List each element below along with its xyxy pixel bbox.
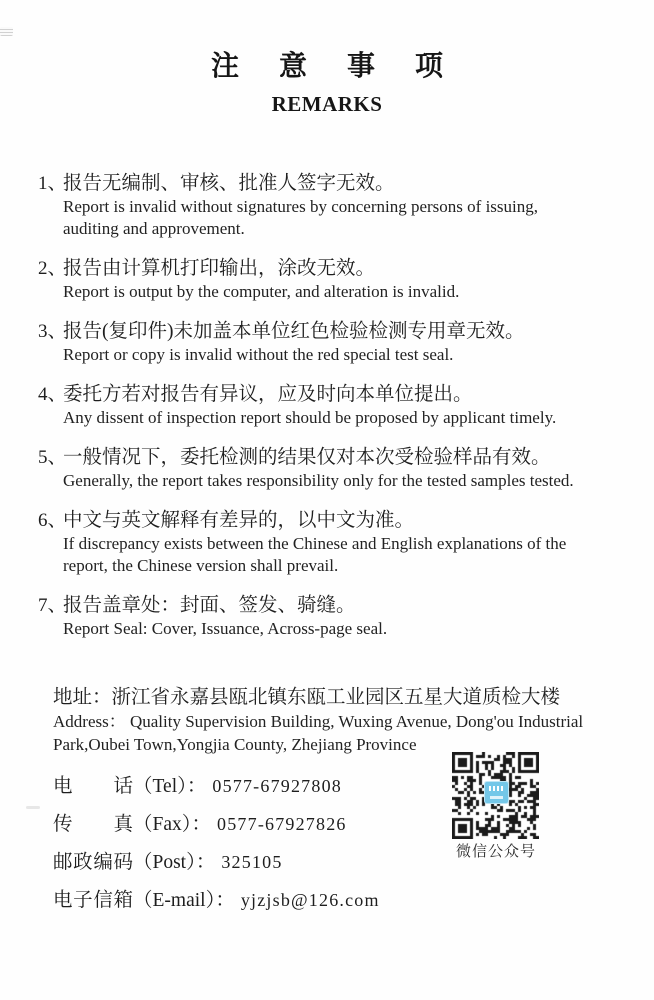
remark-english: Report Seal: Cover, Issuance, Across-page seal. xyxy=(63,619,388,638)
telephone-label-en: （Tel）： xyxy=(133,776,207,797)
item-number: 1、 xyxy=(38,173,67,194)
remark-item-5 xyxy=(38,446,630,492)
item-number: 5、 xyxy=(38,447,67,468)
postcode-number: 325105 xyxy=(221,852,283,872)
remark-chinese: 委托方若对报告有异议，应及时向本单位提出。 xyxy=(63,384,473,405)
item-number: 4、 xyxy=(38,384,67,405)
remark-chinese: 报告由计算机打印输出，涂改无效。 xyxy=(63,258,376,279)
remark-item-1 xyxy=(38,172,630,240)
wechat-qr-block xyxy=(452,752,540,861)
page-title-english: REMARKS xyxy=(271,92,383,116)
address-english-line2: Park,Oubei Town,Yongjia County, Zhejiang Province xyxy=(53,734,417,754)
fax-row xyxy=(53,812,630,837)
email-label: 电子信箱 xyxy=(53,890,133,911)
fax-label-en: （Fax）： xyxy=(133,814,212,835)
remark-english: If discrepancy exists between the Chinese and English explanations of the xyxy=(63,534,567,553)
item-number: 3、 xyxy=(38,321,67,342)
remark-english: auditing and approvement. xyxy=(63,219,245,238)
postcode-label-en: （Post）： xyxy=(133,852,216,873)
remark-english: report, the Chinese version shall prevail. xyxy=(63,556,339,575)
postcode-label: 邮政编码 xyxy=(53,852,133,873)
telephone-number: 0577-67927808 xyxy=(212,776,342,796)
page-title-chinese: 注意事项 xyxy=(210,51,483,82)
remark-item-2 xyxy=(38,257,630,303)
email-row xyxy=(53,888,630,913)
contact-rows xyxy=(53,774,630,913)
fax-number: 0577-67927826 xyxy=(217,814,347,834)
remark-english: Report or copy is invalid without the red special test seal. xyxy=(63,345,454,364)
remark-item-7 xyxy=(38,594,630,640)
scan-artifact xyxy=(26,806,40,809)
remarks-list xyxy=(0,172,654,640)
remark-item-4 xyxy=(38,383,630,429)
wechat-qr-center-logo xyxy=(484,781,509,804)
remark-chinese: 报告无编制、审核、批准人签字无效。 xyxy=(63,173,395,194)
telephone-label: 电 话 xyxy=(53,776,133,797)
address-chinese: 地址：浙江省永嘉县瓯北镇东瓯工业园区五星大道质检大楼 xyxy=(53,687,561,708)
contact-section xyxy=(0,685,654,913)
remark-chinese: 报告(复印件)未加盖本单位红色检验检测专用章无效。 xyxy=(63,321,525,342)
remark-item-3 xyxy=(38,320,630,366)
remark-item-6 xyxy=(38,509,630,577)
remark-english: Report is invalid without signatures by concerning persons of issuing, xyxy=(63,197,538,216)
remark-chinese: 报告盖章处：封面、签发、骑缝。 xyxy=(63,595,356,616)
address-english-line1: Address： Quality Supervision Building, Wuxing Avenue, Dong'ou Industrial xyxy=(53,712,584,731)
email-label-en: （E-mail）： xyxy=(133,890,235,911)
scan-artifact xyxy=(0,27,13,36)
item-number: 7、 xyxy=(38,595,67,616)
wechat-qr-caption: 微信公众号 xyxy=(455,844,536,860)
document-header xyxy=(0,0,654,116)
postcode-row xyxy=(53,850,630,875)
item-number: 6、 xyxy=(38,510,67,531)
remark-chinese: 中文与英文解释有差异的，以中文为准。 xyxy=(63,510,415,531)
email-address: yjzjsb@126.com xyxy=(240,890,380,910)
remark-chinese: 一般情况下，委托检测的结果仅对本次受检验样品有效。 xyxy=(63,447,551,468)
item-number: 2、 xyxy=(38,258,67,279)
fax-label: 传 真 xyxy=(53,814,133,835)
telephone-row xyxy=(53,774,630,799)
remark-english: Generally, the report takes responsibility only for the tested samples tested. xyxy=(63,471,574,490)
remark-english: Report is output by the computer, and alteration is invalid. xyxy=(63,282,460,301)
remark-english: Any dissent of inspection report should be proposed by applicant timely. xyxy=(63,408,557,427)
